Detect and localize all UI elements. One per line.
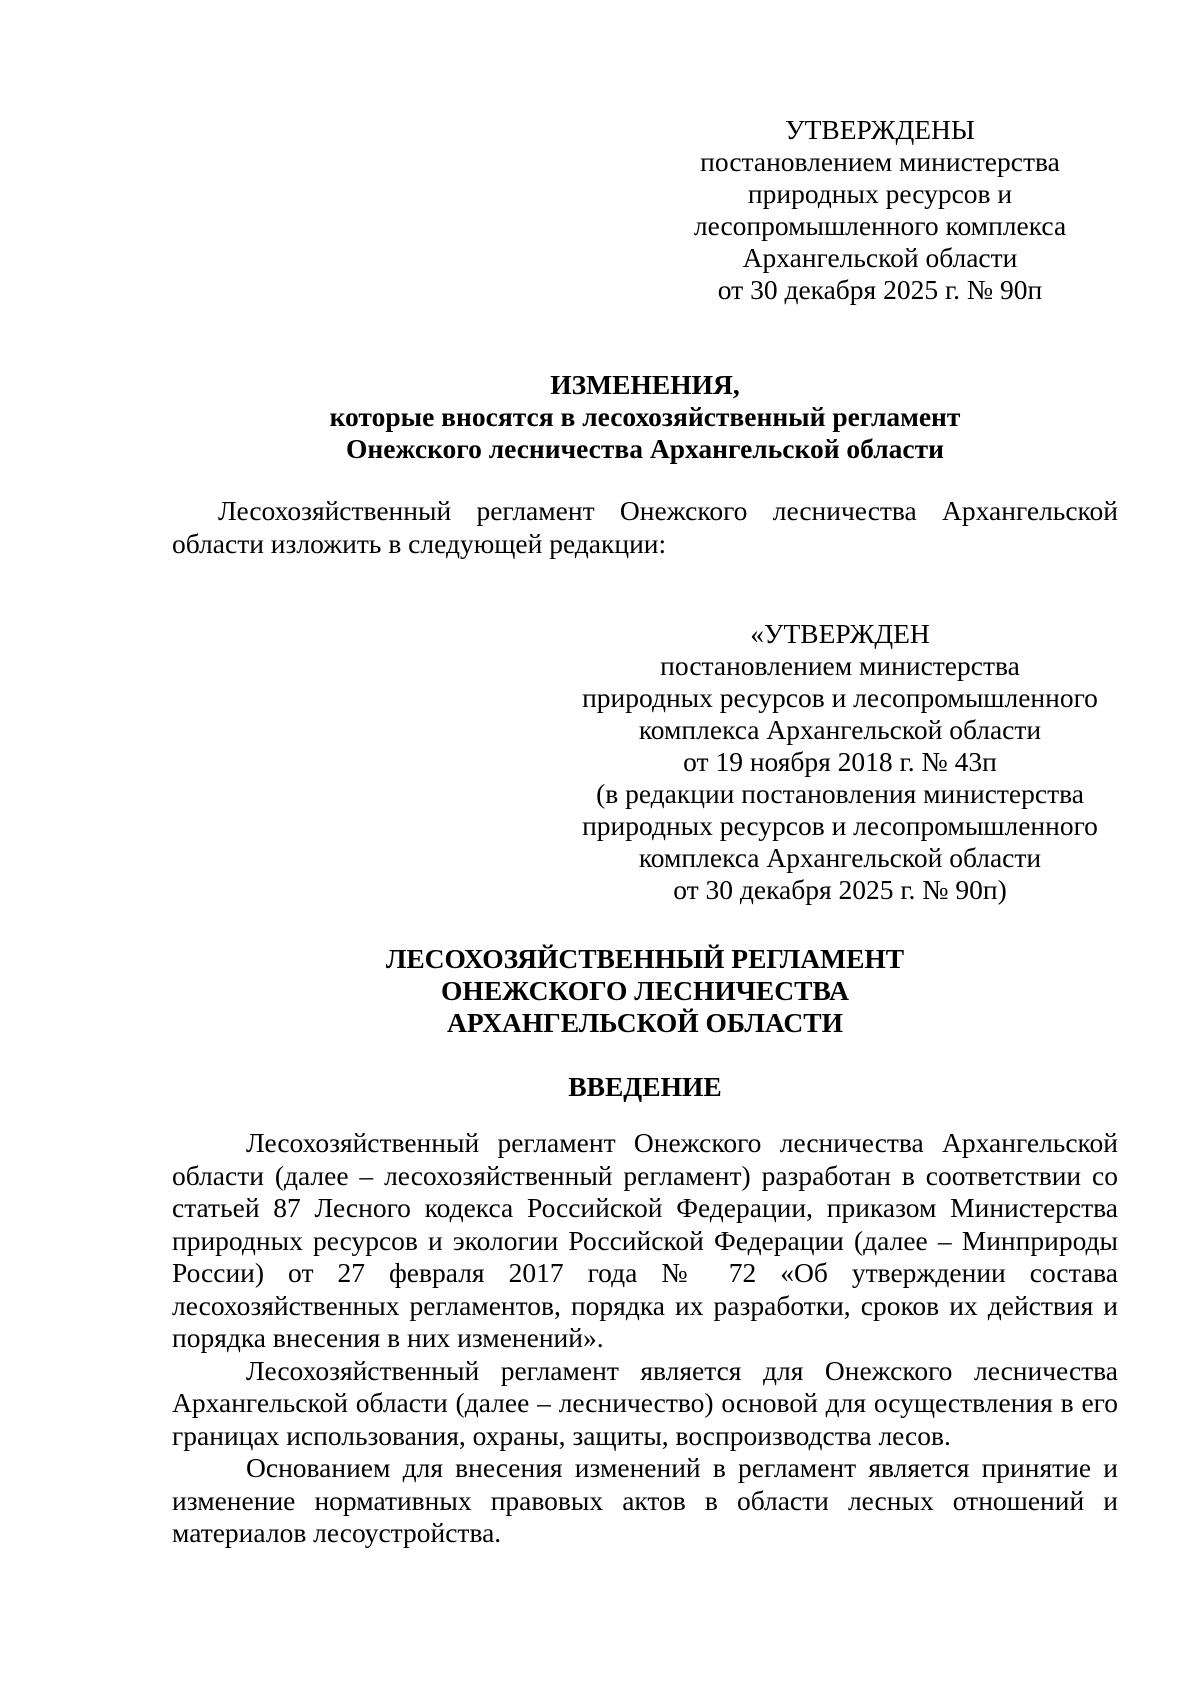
approval-quoted-line: (в редакции постановления министерства — [596, 778, 1084, 809]
approval-quoted-line: комплекса Архангельской области — [638, 842, 1042, 873]
changes-heading-line: Онежского лесничества Архангельской области — [345, 433, 944, 464]
approval-quoted-line: «УТВЕРЖДЕН — [750, 618, 930, 649]
regulation-heading-line: ОНЕЖСКОГО ЛЕСНИЧЕСТВА — [441, 975, 849, 1006]
approval-top-line: Архангельской области — [742, 242, 1018, 273]
regulation-heading-line: АРХАНГЕЛЬСКОЙ ОБЛАСТИ — [447, 1007, 843, 1038]
regulation-heading — [172, 943, 1118, 1039]
approval-stamp-top — [660, 114, 1100, 306]
approval-top-line: УТВЕРЖДЕНЫ — [785, 114, 975, 145]
introduction-paragraph: Лесохозяйственный регламент Онежского лесничества Архангельской области (далее – лесохозяйственный регламент) разработан в соответствии со статьей 87 Лесного кодекса Российской Федерации, приказом Министерства природных ресурсов и экологии Российской Федерации (далее – Минприроды России) от 27 февраля 2017 года № 72 «Об утверждении состава лесохозяйственных регламентов, порядка их разработки, сроков их действия и порядка внесения в них изменений». — [172, 1127, 1118, 1353]
changes-heading — [172, 369, 1118, 465]
approval-stamp-quoted — [560, 618, 1120, 906]
approval-quoted-line: комплекса Архангельской области — [638, 714, 1042, 745]
approval-quoted-line: от 19 ноября 2018 г. № 43п — [683, 746, 997, 777]
introduction-paragraph: Основанием для внесения изменений в регламент является принятие и изменение нормативных правовых актов в области лесных отношений и материалов лесоустройства. — [172, 1452, 1118, 1548]
introduction-heading: ВВЕДЕНИЕ — [568, 1071, 722, 1102]
regulation-heading-line: ЛЕСОХОЗЯЙСТВЕННЫЙ РЕГЛАМЕНТ — [385, 943, 905, 974]
introduction-body — [172, 1127, 1118, 1550]
changes-heading-title: ИЗМЕНЕНИЯ, — [550, 369, 740, 400]
approval-top-line: от 30 декабря 2025 г. № 90п — [717, 274, 1043, 305]
approval-quoted-line: от 30 декабря 2025 г. № 90п) — [673, 874, 1007, 905]
approval-quoted-line: природных ресурсов и лесопромышленного — [582, 810, 1098, 841]
approval-top-line: лесопромышленного комплекса — [693, 210, 1067, 241]
changes-heading-line: которые вносятся в лесохозяйственный регламент — [329, 401, 961, 432]
approval-quoted-line: природных ресурсов и лесопромышленного — [582, 682, 1098, 713]
approval-top-line: природных ресурсов и — [747, 178, 1013, 209]
intro-paragraph: Лесохозяйственный регламент Онежского лесничества Архангельской области изложить в следующей редакции: — [172, 495, 1118, 559]
introduction-paragraph: Лесохозяйственный регламент является для Онежского лесничества Архангельской области (далее – лесничество) основой для осуществления в его границах использования, охраны, защиты, воспроизводства лесов. — [172, 1354, 1118, 1451]
approval-quoted-line: постановлением министерства — [660, 650, 1020, 681]
approval-top-line: постановлением министерства — [700, 146, 1060, 177]
